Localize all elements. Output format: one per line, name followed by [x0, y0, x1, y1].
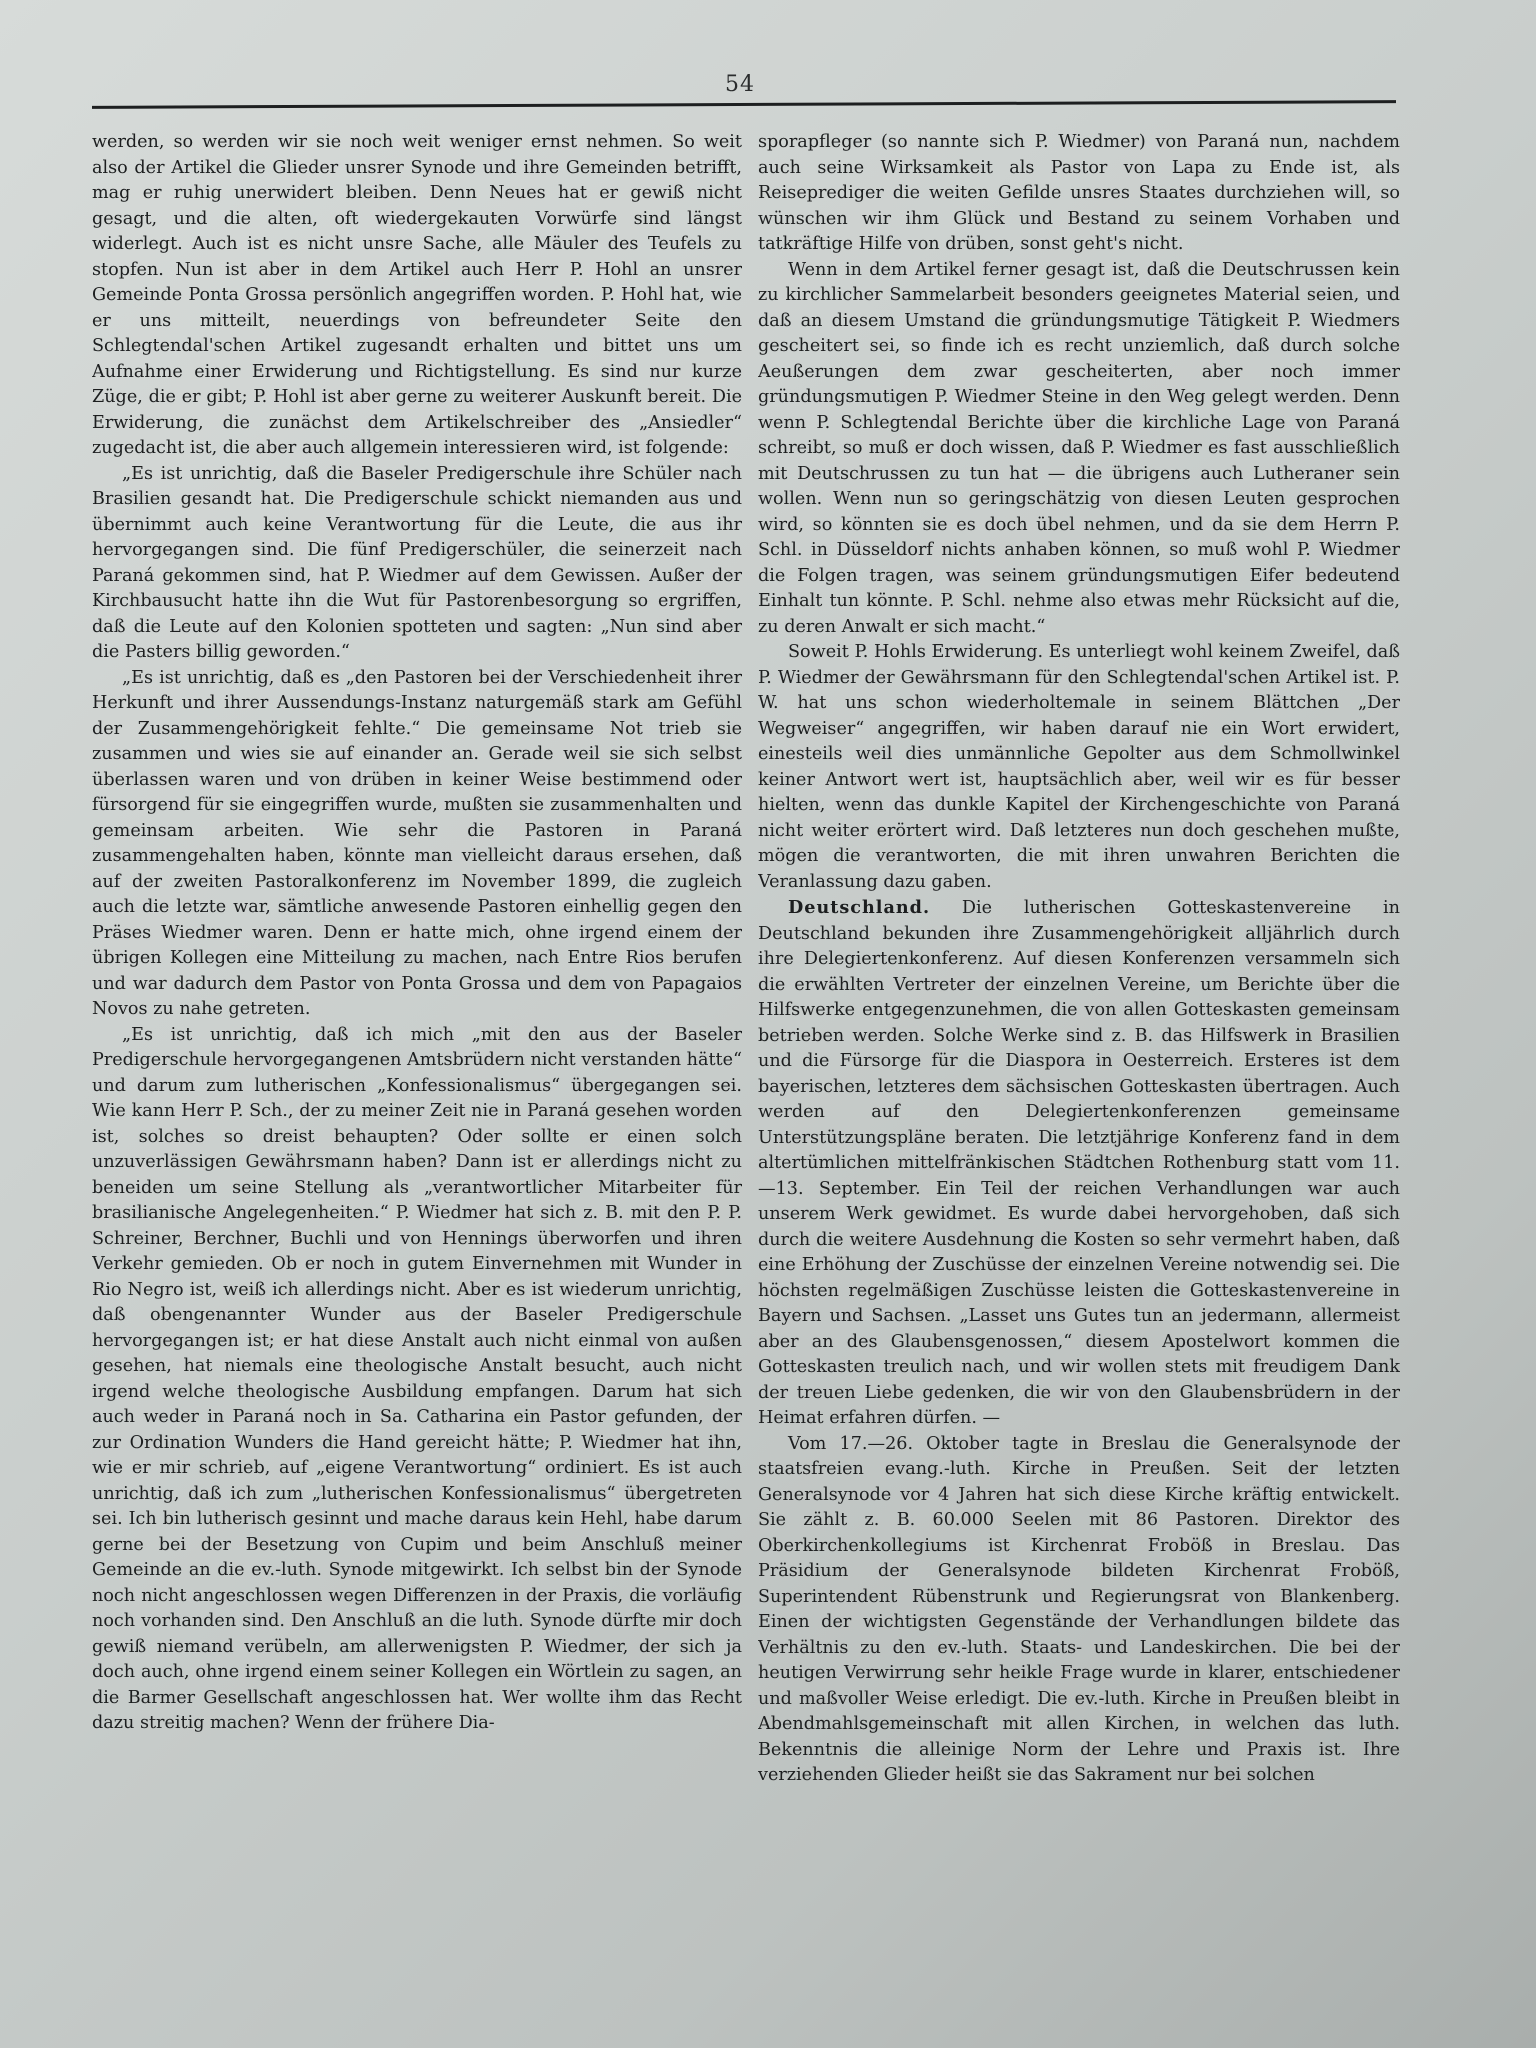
left-column: [92, 130, 742, 2020]
paragraph-deutschland: [758, 895, 1400, 1432]
paragraph-pastoren: „Es ist unrichtig, daß es „den Pastoren bei der Verschiedenheit ihrer Herkunft und ihrer Aussendungs-Instanz naturgemäß stark am Gefühl der Zusammengehörigkeit fehlte.“ Die gemeinsame Not trieb sie zusammen und wies sie auf einander an. Gerade weil sie sich selbst überlassen waren und von drüben in keiner Weise bestimmend oder fürsorgend für sie eingegriffen wurde, mußten sie zusammenhalten und gemeinsam arbeiten. Wie sehr die Pastoren in Paraná zusammengehalten haben, könnte man vielleicht daraus ersehen, daß auf der zweiten Pastoralkonferenz im November 1899, die zugleich auch die letzte war, sämtliche anwesende Pastoren einhellig gegen den Präses Wiedmer waren. Denn er hatte mich, ohne irgend einem der übrigen Kollegen eine Mitteilung zu machen, nach Entre Rios berufen und war dadurch dem Pastor von Ponta Grossa und dem von Papagaios Novos zu nahe getreten.: [92, 667, 742, 1019]
paragraph-deutschrussen: Wenn in dem Artikel ferner gesagt ist, daß die Deutschrussen kein zu kirchlicher Sammelarbeit besonders geeignetes Material seien, und daß an diesem Umstand die gründungsmutige Tätigkeit P. Wiedmers gescheitert sei, so finde ich es recht unziemlich, daß durch solche Aeußerungen dem zwar gescheiterten, aber noch immer gründungsmutigen P. Wiedmer Steine in den Weg gelegt werden. Denn wenn P. Schlegtendal Berichte über die kirchliche Lage von Paraná schreibt, so muß er doch wissen, daß P. Wiedmer es fast ausschließlich mit Deutschrussen zu tun hat — die übrigens auch Lutheraner sein wollen. Wenn nun so geringschätzig von diesen Leuten gesprochen wird, so könnten sie es doch übel nehmen, und da sie dem Herrn P. Schl. in Düsseldorf nichts anhaben können, so muß wohl P. Wiedmer die Folgen tragen, was seinem gründungsmutigen Eifer bedeutend Einhalt tun könnte. P. Schl. nehme also etwas mehr Rücksicht auf die, zu deren Anwalt er sich macht.“: [758, 259, 1400, 637]
paragraph-hohl-erwiderung: Soweit P. Hohls Erwiderung. Es unterliegt wohl keinem Zweifel, daß P. Wiedmer der Gewährsmann für den Schlegtendal'schen Artikel ist. P. W. hat uns schon wiederholtemale in seinem Blättchen „Der Wegweiser“ angegriffen, wir haben darauf nie ein Wort erwidert, einesteils weil dies unmännliche Gepolter aus dem Schmollwinkel keiner Antwort wert ist, hauptsächlich aber, weil wir es für besser hielten, wenn das dunkle Kapitel der Kirchengeschichte von Paraná nicht weiter erörtert wird. Daß letzteres nun doch geschehen mußte, mögen die verantworten, die mit ihren unwahren Berichten die Veranlassung dazu gaben.: [758, 642, 1400, 892]
paragraph-predigerschule: „Es ist unrichtig, daß die Baseler Predigerschule ihre Schüler nach Brasilien gesandt hat. Die Predigerschule schickt niemanden aus und übernimmt auch keine Verantwortung für die Leute, die aus ihr hervorgegangen sind. Die fünf Predigerschüler, die seinerzeit nach Paraná gekommen sind, hat P. Wiedmer auf dem Gewissen. Außer der Kirchbausucht hatte ihn die Wut für Pastorenbesorgung so ergriffen, daß die Leute auf den Kolonien spotteten und sagten: „Nun sind aber die Pasters billig geworden.“: [92, 463, 742, 662]
right-column: [758, 130, 1400, 2020]
header-rule: [92, 100, 1396, 109]
paragraph-intro: werden, so werden wir sie noch weit weniger ernst nehmen. So weit also der Artikel die Glieder unsrer Synode und ihre Gemeinden betrifft, mag er ruhig unerwidert bleiben. Denn Neues hat er gewiß nicht gesagt, und die alten, oft wiedergekauten Vorwürfe sind längst widerlegt. Auch ist es nicht unsre Sache, alle Mäuler des Teufels zu stopfen. Nun ist aber in dem Artikel auch Herr P. Hohl an unsrer Gemeinde Ponta Grossa persönlich angegriffen worden. P. Hohl hat, wie er uns mitteilt, neuerdings von befreundeter Seite den Schlegtendal'schen Artikel zugesandt erhalten und bittet uns um Aufnahme einer Erwiderung und Richtigstellung. Es sind nur kurze Züge, die er gibt; P. Hohl ist aber gerne zu weiterer Auskunft bereit. Die Erwiderung, die zunächst dem Artikelschreiber des „Ansiedler“ zugedacht ist, die aber auch allgemein interessieren wird, ist folgende:: [92, 132, 742, 458]
rubric-deutschland: Deutschland.: [788, 897, 931, 918]
deutschland-text: Die lutherischen Gotteskastenvereine in Deutschland bekunden ihre Zusammengehörigkeit alljährlich durch ihre Delegiertenkonferenz. Auf diesen Konferenzen versammeln sich die erwählten Vertreter der einzelnen Vereine, um Berichte über die Hilfswerke entgegenzunehmen, die von allen Gotteskasten gemeinsam betrieben werden. Solche Werke sind z. B. das Hilfswerk in Brasilien und die Fürsorge für die Diaspora in Oesterreich. Ersteres ist dem bayerischen, letzteres dem sächsischen Gotteskasten übertragen. Auch werden auf den Delegiertenkonferenzen gemeinsame Unterstützungspläne beraten. Die letztjährige Konferenz fand in dem altertümlichen mittelfränkischen Städtchen Rothenburg statt vom 11.—13. September. Ein Teil der reichen Verhandlungen war auch unserem Werk gewidmet. Es wurde dabei hervorgehoben, daß sich durch die weitere Ausdehnung die Kosten so sehr vermehrt haben, daß eine Erhöhung der Zuschüsse der einzelnen Vereine notwendig sei. Die höchsten regelmäßigen Zuschüsse leisten die Gotteskastenvereine in Bayern und Sachsen. „Lasset uns Gutes tun an jedermann, allermeist aber an des Glaubensgenossen,“ diesem Apostelwort kommen die Gotteskasten treulich nach, und wir wollen stets mit freudigem Dank der treuen Liebe gedenken, die wir von den Glaubensbrüdern in der Heimat erfahren dürfen. —: [758, 898, 1400, 1428]
paragraph-continued: sporapfleger (so nannte sich P. Wiedmer) von Paraná nun, nachdem auch seine Wirksamkeit als Pastor von Lapa zu Ende ist, als Reiseprediger die weiten Gefilde unsres Staates durchziehen will, so wünschen wir ihm Glück und Bestand zu seinem Vorhaben und tatkräftige Hilfe von drüben, sonst geht's nicht.: [758, 132, 1400, 254]
paragraph-konfessionalismus: „Es ist unrichtig, daß ich mich „mit den aus der Baseler Predigerschule hervorgegangenen Amtsbrüdern nicht verstanden hätte“ und darum zum lutherischen „Konfessionalismus“ übergegangen sei. Wie kann Herr P. Sch., der zu meiner Zeit nie in Paraná gesehen worden ist, solches so dreist behaupten? Oder sollte er einen solch unzuverlässigen Gewährsmann haben? Dann ist er allerdings nicht zu beneiden um seine Stellung als „verantwortlicher Mitarbeiter für brasilianische Angelegenheiten.“ P. Wiedmer hat sich z. B. mit den P. P. Schreiner, Berchner, Buchli und von Hennings überworfen und ihren Verkehr gemieden. Ob er noch in gutem Einvernehmen mit Wunder in Rio Negro ist, weiß ich allerdings nicht. Aber es ist wiederum unrichtig, daß obengenannter Wunder aus der Baseler Predigerschule hervorgegangen ist; er hat diese Anstalt auch nicht einmal von außen gesehen, hat niemals eine theologische Anstalt besucht, auch nicht irgend welche theologische Ausbildung empfangen. Darum hat sich auch weder in Paraná noch in Sa. Catharina ein Pastor gefunden, der zur Ordination Wunders die Hand gereicht hätte; P. Wiedmer hat ihn, wie er mir schrieb, auf „eigene Verantwortung“ ordiniert. Es ist auch unrichtig, daß ich zum „lutherischen Konfessionalismus“ übergetreten sei. Ich bin lutherisch gesinnt und mache daraus kein Hehl, habe darum gerne bei der Besetzung von Cupim und beim Anschluß meiner Gemeinde an die ev.-luth. Synode mitgewirkt. Ich selbst bin der Synode noch nicht angeschlossen wegen Differenzen in der Praxis, die vorläufig noch vorhanden sind. Den Anschluß an die luth. Synode dürfte mir doch gewiß niemand verübeln, am allerwenigsten P. Wiedmer, der sich ja doch auch, ohne irgend einem seiner Kollegen ein Wörtlein zu sagen, an die Barmer Gesellschaft angeschlossen hat. Wer wollte ihm das Recht dazu streitig machen? Wenn der frühere Dia-: [92, 1024, 742, 1733]
paragraph-breslau: Vom 17.—26. Oktober tagte in Breslau die Generalsynode der staatsfreien evang.-luth. Kirche in Preußen. Seit der letzten Generalsynode vor 4 Jahren hat sich diese Kirche kräftig entwickelt. Sie zählt z. B. 60.000 Seelen mit 86 Pastoren. Direktor des Oberkirchenkollegiums ist Kirchenrat Froböß in Breslau. Das Präsidium der Generalsynode bildeten Kirchenrat Froböß, Superintendent Rübenstrunk und Regierungsrat von Blankenberg. Einen der wichtigsten Gegenstände der Verhandlungen bildete das Verhältnis zu den ev.-luth. Staats- und Landeskirchen. Die bei der heutigen Verwirrung sehr heikle Frage wurde in klarer, entschiedener und maßvoller Weise erledigt. Die ev.-luth. Kirche in Preußen bleibt in Abendmahlsgemeinschaft mit allen Kirchen, in welchen das luth. Bekenntnis die alleinige Norm der Lehre und Praxis ist. Ihre verziehenden Glieder heißt sie das Sakrament nur bei solchen: [758, 1433, 1400, 1785]
page-number: 54: [725, 72, 755, 97]
